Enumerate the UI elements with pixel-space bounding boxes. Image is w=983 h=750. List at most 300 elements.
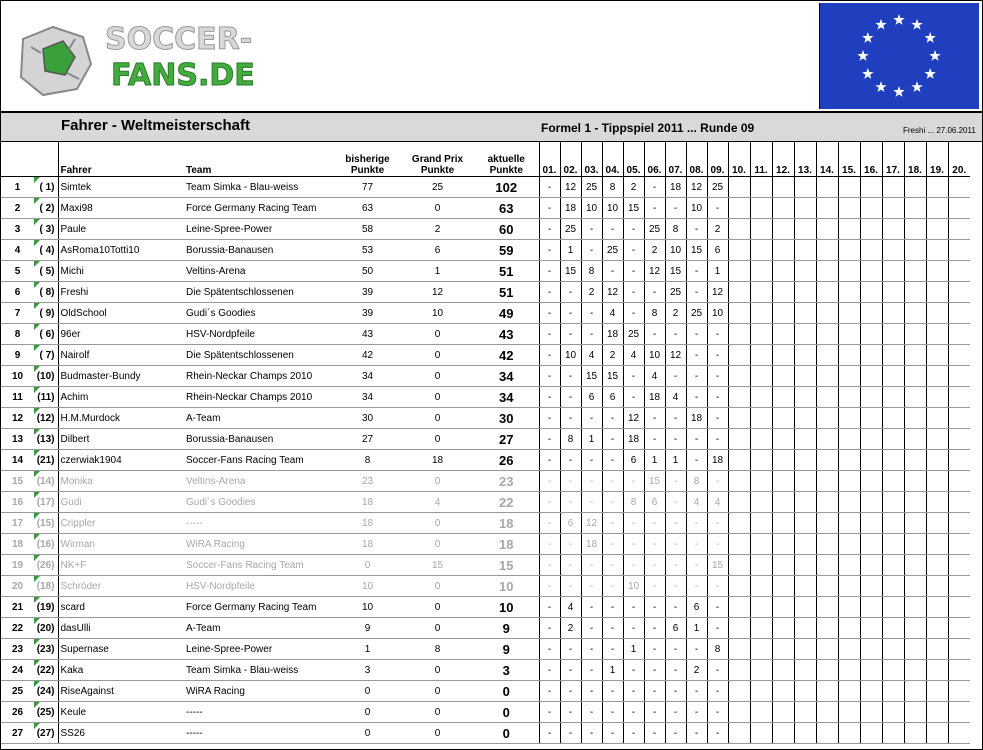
- round-cell: [794, 366, 816, 387]
- rank-cell: 6: [1, 282, 34, 303]
- team-name: Rhein-Neckar Champs 2010: [184, 387, 334, 408]
- round-cell: 25: [665, 282, 686, 303]
- round-cell: 15: [623, 198, 644, 219]
- round-cell: [794, 555, 816, 576]
- round-cell: [838, 723, 860, 744]
- table-row: [1, 282, 970, 303]
- round-cell: 6: [686, 597, 707, 618]
- prev-points-cell: 39: [334, 303, 401, 324]
- round-cell: [816, 492, 838, 513]
- gp-points-cell: 0: [401, 660, 474, 681]
- round-cell: [728, 702, 750, 723]
- round-cell: -: [560, 471, 581, 492]
- round-cell: [816, 471, 838, 492]
- round-cell: [750, 366, 772, 387]
- prev-rank-cell: (22): [34, 660, 58, 681]
- round-cell: [794, 303, 816, 324]
- round-cell: 4: [707, 492, 728, 513]
- round-cell: [860, 429, 882, 450]
- round-cell: [728, 177, 750, 198]
- round-cell: [860, 471, 882, 492]
- round-header-03: 03.: [581, 142, 602, 177]
- gp-points-cell: 0: [401, 723, 474, 744]
- round-cell: [948, 345, 970, 366]
- round-cell: 4: [581, 345, 602, 366]
- round-cell: -: [686, 429, 707, 450]
- round-cell: [948, 303, 970, 324]
- round-cell: 10: [560, 345, 581, 366]
- prev-rank-cell: (12): [34, 408, 58, 429]
- gp-points-cell: 0: [401, 324, 474, 345]
- round-cell: [860, 303, 882, 324]
- round-cell: -: [707, 702, 728, 723]
- round-cell: -: [560, 492, 581, 513]
- driver-name: Gudi: [58, 492, 184, 513]
- round-cell: -: [560, 576, 581, 597]
- prev-rank-cell: (25): [34, 702, 58, 723]
- rank-cell: 3: [1, 219, 34, 240]
- round-cell: [794, 576, 816, 597]
- round-cell: [926, 513, 948, 534]
- prev-points-cell: 0: [334, 702, 401, 723]
- round-cell: [772, 723, 794, 744]
- round-cell: [750, 723, 772, 744]
- round-cell: [926, 429, 948, 450]
- rank-cell: 2: [1, 198, 34, 219]
- round-cell: [750, 618, 772, 639]
- round-cell: [772, 660, 794, 681]
- driver-name: Schröder: [58, 576, 184, 597]
- round-cell: [772, 555, 794, 576]
- round-cell: 10: [707, 303, 728, 324]
- round-header-13: 13.: [794, 142, 816, 177]
- prev-rank-cell: (26): [34, 555, 58, 576]
- prev-points-cell: 10: [334, 576, 401, 597]
- round-cell: [948, 282, 970, 303]
- team-name: -----: [184, 513, 334, 534]
- round-cell: -: [560, 702, 581, 723]
- round-cell: [860, 660, 882, 681]
- gp-points-cell: 0: [401, 198, 474, 219]
- round-cell: [816, 576, 838, 597]
- round-cell: [794, 723, 816, 744]
- round-cell: [750, 177, 772, 198]
- round-cell: [926, 177, 948, 198]
- round-cell: [860, 513, 882, 534]
- driver-name: Crippler: [58, 513, 184, 534]
- rank-cell: 10: [1, 366, 34, 387]
- prev-rank-cell: (21): [34, 450, 58, 471]
- round-cell: [904, 408, 926, 429]
- round-cell: -: [560, 639, 581, 660]
- prev-points-cell: 50: [334, 261, 401, 282]
- round-cell: [772, 366, 794, 387]
- round-cell: [816, 261, 838, 282]
- round-cell: 12: [581, 513, 602, 534]
- round-cell: [728, 345, 750, 366]
- round-cell: [904, 282, 926, 303]
- round-header-08: 08.: [686, 142, 707, 177]
- round-cell: [750, 261, 772, 282]
- round-cell: -: [707, 366, 728, 387]
- team-name: Leine-Spree-Power: [184, 219, 334, 240]
- round-cell: [926, 471, 948, 492]
- round-cell: [860, 576, 882, 597]
- round-cell: [750, 450, 772, 471]
- round-cell: 6: [623, 450, 644, 471]
- driver-name: Paule: [58, 219, 184, 240]
- round-cell: [926, 555, 948, 576]
- round-cell: -: [539, 492, 560, 513]
- round-cell: 18: [644, 387, 665, 408]
- round-cell: -: [644, 576, 665, 597]
- round-cell: -: [539, 513, 560, 534]
- round-cell: [882, 240, 904, 261]
- team-name: Rhein-Neckar Champs 2010: [184, 366, 334, 387]
- driver-name: czerwiak1904: [58, 450, 184, 471]
- table-row: [1, 366, 970, 387]
- rank-cell: 1: [1, 177, 34, 198]
- current-points-cell: 10: [474, 597, 539, 618]
- rank-cell: 11: [1, 387, 34, 408]
- round-cell: -: [539, 660, 560, 681]
- round-cell: -: [707, 660, 728, 681]
- prev-rank-cell: (15): [34, 513, 58, 534]
- driver-name: 96er: [58, 324, 184, 345]
- round-cell: -: [581, 681, 602, 702]
- round-cell: [882, 492, 904, 513]
- round-cell: [728, 324, 750, 345]
- round-cell: [816, 345, 838, 366]
- gp-points-cell: 0: [401, 387, 474, 408]
- round-cell: 4: [602, 303, 623, 324]
- round-cell: -: [623, 261, 644, 282]
- round-cell: 4: [644, 366, 665, 387]
- round-cell: 10: [581, 198, 602, 219]
- round-cell: -: [581, 597, 602, 618]
- gp-points-header-line1: Grand Prix: [411, 154, 464, 165]
- round-header-12: 12.: [772, 142, 794, 177]
- round-cell: 15: [707, 555, 728, 576]
- round-cell: [794, 597, 816, 618]
- round-cell: -: [623, 681, 644, 702]
- round-header-18: 18.: [904, 142, 926, 177]
- round-cell: [948, 324, 970, 345]
- prev-rank-cell: ( 8): [34, 282, 58, 303]
- rank-cell: 26: [1, 702, 34, 723]
- round-cell: -: [686, 387, 707, 408]
- round-cell: [772, 198, 794, 219]
- team-name: -----: [184, 702, 334, 723]
- round-cell: [948, 450, 970, 471]
- round-cell: [904, 681, 926, 702]
- current-points-cell: 0: [474, 681, 539, 702]
- table-row: [1, 261, 970, 282]
- driver-name: AsRoma10Totti10: [58, 240, 184, 261]
- team-name: Gudi´s Goodies: [184, 492, 334, 513]
- gp-points-cell: 18: [401, 450, 474, 471]
- prev-rank-cell: (17): [34, 492, 58, 513]
- driver-name: Supernase: [58, 639, 184, 660]
- round-cell: [882, 450, 904, 471]
- prev-points-cell: 8: [334, 450, 401, 471]
- prev-points-cell: 18: [334, 534, 401, 555]
- round-cell: -: [560, 366, 581, 387]
- current-points-cell: 51: [474, 261, 539, 282]
- round-cell: [838, 366, 860, 387]
- round-cell: [838, 408, 860, 429]
- driver-name: Maxi98: [58, 198, 184, 219]
- round-cell: -: [581, 303, 602, 324]
- table-row: [1, 723, 970, 744]
- round-cell: 18: [665, 177, 686, 198]
- round-cell: [772, 450, 794, 471]
- round-cell: -: [644, 597, 665, 618]
- round-cell: [750, 387, 772, 408]
- round-cell: [816, 240, 838, 261]
- round-cell: -: [707, 576, 728, 597]
- round-cell: [926, 723, 948, 744]
- round-cell: [838, 282, 860, 303]
- round-cell: -: [602, 429, 623, 450]
- author-date: Freshi ... 27.06.2011: [903, 126, 976, 135]
- round-cell: [772, 534, 794, 555]
- round-cell: [794, 219, 816, 240]
- round-cell: 8: [707, 639, 728, 660]
- current-points-cell: 49: [474, 303, 539, 324]
- driver-name: Nairolf: [58, 345, 184, 366]
- round-cell: -: [539, 429, 560, 450]
- round-cell: [860, 324, 882, 345]
- current-points-cell: 34: [474, 387, 539, 408]
- current-points-cell: 30: [474, 408, 539, 429]
- round-cell: -: [665, 702, 686, 723]
- round-header-01: 01.: [539, 142, 560, 177]
- current-points-cell: 51: [474, 282, 539, 303]
- round-cell: 25: [707, 177, 728, 198]
- current-points-header-line2: Punkte: [489, 165, 523, 176]
- round-cell: -: [623, 723, 644, 744]
- round-cell: [772, 639, 794, 660]
- round-cell: [728, 450, 750, 471]
- team-name: Force Germany Racing Team: [184, 198, 334, 219]
- round-cell: -: [539, 471, 560, 492]
- rank-cell: 16: [1, 492, 34, 513]
- round-cell: [904, 450, 926, 471]
- round-cell: [882, 723, 904, 744]
- round-cell: 25: [686, 303, 707, 324]
- round-cell: [926, 681, 948, 702]
- round-cell: -: [686, 345, 707, 366]
- table-row: [1, 471, 970, 492]
- rank-cell: 25: [1, 681, 34, 702]
- round-cell: [904, 198, 926, 219]
- round-cell: [860, 492, 882, 513]
- round-cell: [882, 618, 904, 639]
- round-cell: 12: [644, 261, 665, 282]
- prev-rank-cell: ( 2): [34, 198, 58, 219]
- round-cell: [816, 513, 838, 534]
- table-row: [1, 240, 970, 261]
- round-cell: 18: [686, 408, 707, 429]
- round-cell: -: [644, 639, 665, 660]
- round-cell: [860, 597, 882, 618]
- round-cell: [750, 597, 772, 618]
- round-cell: -: [602, 681, 623, 702]
- team-name: Die Spätentschlossenen: [184, 282, 334, 303]
- round-cell: [948, 219, 970, 240]
- round-cell: -: [623, 702, 644, 723]
- table-row: [1, 702, 970, 723]
- round-cell: [882, 345, 904, 366]
- table-row: [1, 429, 970, 450]
- round-cell: 25: [560, 219, 581, 240]
- driver-name: dasUlli: [58, 618, 184, 639]
- round-cell: -: [581, 660, 602, 681]
- round-cell: 25: [602, 240, 623, 261]
- round-cell: [926, 534, 948, 555]
- round-cell: [838, 660, 860, 681]
- round-cell: -: [539, 387, 560, 408]
- gp-points-cell: 0: [401, 513, 474, 534]
- round-cell: 6: [560, 513, 581, 534]
- round-cell: [882, 681, 904, 702]
- round-cell: -: [539, 639, 560, 660]
- round-cell: [904, 345, 926, 366]
- round-header-09: 09.: [707, 142, 728, 177]
- round-cell: 15: [602, 366, 623, 387]
- round-cell: [794, 261, 816, 282]
- round-cell: -: [560, 555, 581, 576]
- round-cell: [772, 429, 794, 450]
- round-cell: 15: [560, 261, 581, 282]
- prev-rank-cell: (16): [34, 534, 58, 555]
- round-cell: [772, 387, 794, 408]
- round-cell: 1: [686, 618, 707, 639]
- current-points-cell: 18: [474, 534, 539, 555]
- round-cell: [860, 345, 882, 366]
- round-cell: -: [707, 597, 728, 618]
- round-cell: -: [581, 471, 602, 492]
- round-cell: -: [560, 450, 581, 471]
- round-cell: [838, 597, 860, 618]
- round-cell: [772, 702, 794, 723]
- rank-cell: 22: [1, 618, 34, 639]
- round-cell: 12: [665, 345, 686, 366]
- round-cell: [772, 345, 794, 366]
- prev-points-cell: 43: [334, 324, 401, 345]
- round-cell: [728, 471, 750, 492]
- round-cell: -: [623, 555, 644, 576]
- round-cell: 12: [602, 282, 623, 303]
- gp-points-cell: 0: [401, 576, 474, 597]
- round-cell: [948, 702, 970, 723]
- round-cell: [838, 261, 860, 282]
- prev-rank-header: [34, 142, 58, 177]
- round-cell: -: [644, 198, 665, 219]
- prev-points-cell: 0: [334, 723, 401, 744]
- gp-points-cell: 1: [401, 261, 474, 282]
- round-cell: [860, 261, 882, 282]
- round-cell: [926, 366, 948, 387]
- round-cell: [816, 618, 838, 639]
- table-row: [1, 177, 970, 198]
- round-header-05: 05.: [623, 142, 644, 177]
- table-row: [1, 513, 970, 534]
- round-cell: [904, 639, 926, 660]
- round-cell: -: [665, 471, 686, 492]
- round-cell: [860, 450, 882, 471]
- round-cell: [838, 303, 860, 324]
- round-cell: -: [581, 723, 602, 744]
- round-cell: -: [665, 513, 686, 534]
- round-cell: -: [581, 450, 602, 471]
- gp-points-cell: 0: [401, 366, 474, 387]
- round-cell: -: [644, 534, 665, 555]
- round-cell: [772, 240, 794, 261]
- current-points-header: [474, 142, 539, 177]
- round-cell: -: [602, 555, 623, 576]
- gp-points-cell: 0: [401, 597, 474, 618]
- round-cell: [794, 660, 816, 681]
- round-cell: [948, 660, 970, 681]
- round-cell: 10: [686, 198, 707, 219]
- round-cell: [904, 576, 926, 597]
- round-cell: 6: [602, 387, 623, 408]
- round-cell: [882, 702, 904, 723]
- round-cell: -: [665, 576, 686, 597]
- rank-cell: 20: [1, 576, 34, 597]
- round-cell: [926, 324, 948, 345]
- team-name: HSV-Nordpfeile: [184, 576, 334, 597]
- round-cell: [816, 534, 838, 555]
- round-cell: 15: [581, 366, 602, 387]
- round-cell: -: [539, 450, 560, 471]
- round-cell: [904, 618, 926, 639]
- round-cell: [948, 597, 970, 618]
- round-cell: [882, 219, 904, 240]
- round-cell: -: [707, 408, 728, 429]
- table-row: [1, 387, 970, 408]
- round-cell: [882, 597, 904, 618]
- gp-points-cell: 0: [401, 534, 474, 555]
- driver-name: OldSchool: [58, 303, 184, 324]
- round-cell: [882, 555, 904, 576]
- team-name: WiRA Racing: [184, 534, 334, 555]
- round-cell: [772, 324, 794, 345]
- prev-rank-cell: ( 6): [34, 324, 58, 345]
- gp-points-cell: 25: [401, 177, 474, 198]
- current-points-cell: 18: [474, 513, 539, 534]
- gp-points-cell: 0: [401, 429, 474, 450]
- round-cell: -: [707, 534, 728, 555]
- round-cell: [926, 702, 948, 723]
- gp-points-cell: 10: [401, 303, 474, 324]
- round-cell: -: [686, 282, 707, 303]
- round-cell: [750, 513, 772, 534]
- round-cell: [838, 555, 860, 576]
- round-cell: [816, 282, 838, 303]
- round-cell: [926, 303, 948, 324]
- round-cell: 4: [623, 345, 644, 366]
- driver-name: NK+F: [58, 555, 184, 576]
- round-cell: [838, 177, 860, 198]
- round-cell: [816, 660, 838, 681]
- round-cell: [926, 282, 948, 303]
- round-cell: [728, 723, 750, 744]
- prev-points-cell: 9: [334, 618, 401, 639]
- driver-name: Wirman: [58, 534, 184, 555]
